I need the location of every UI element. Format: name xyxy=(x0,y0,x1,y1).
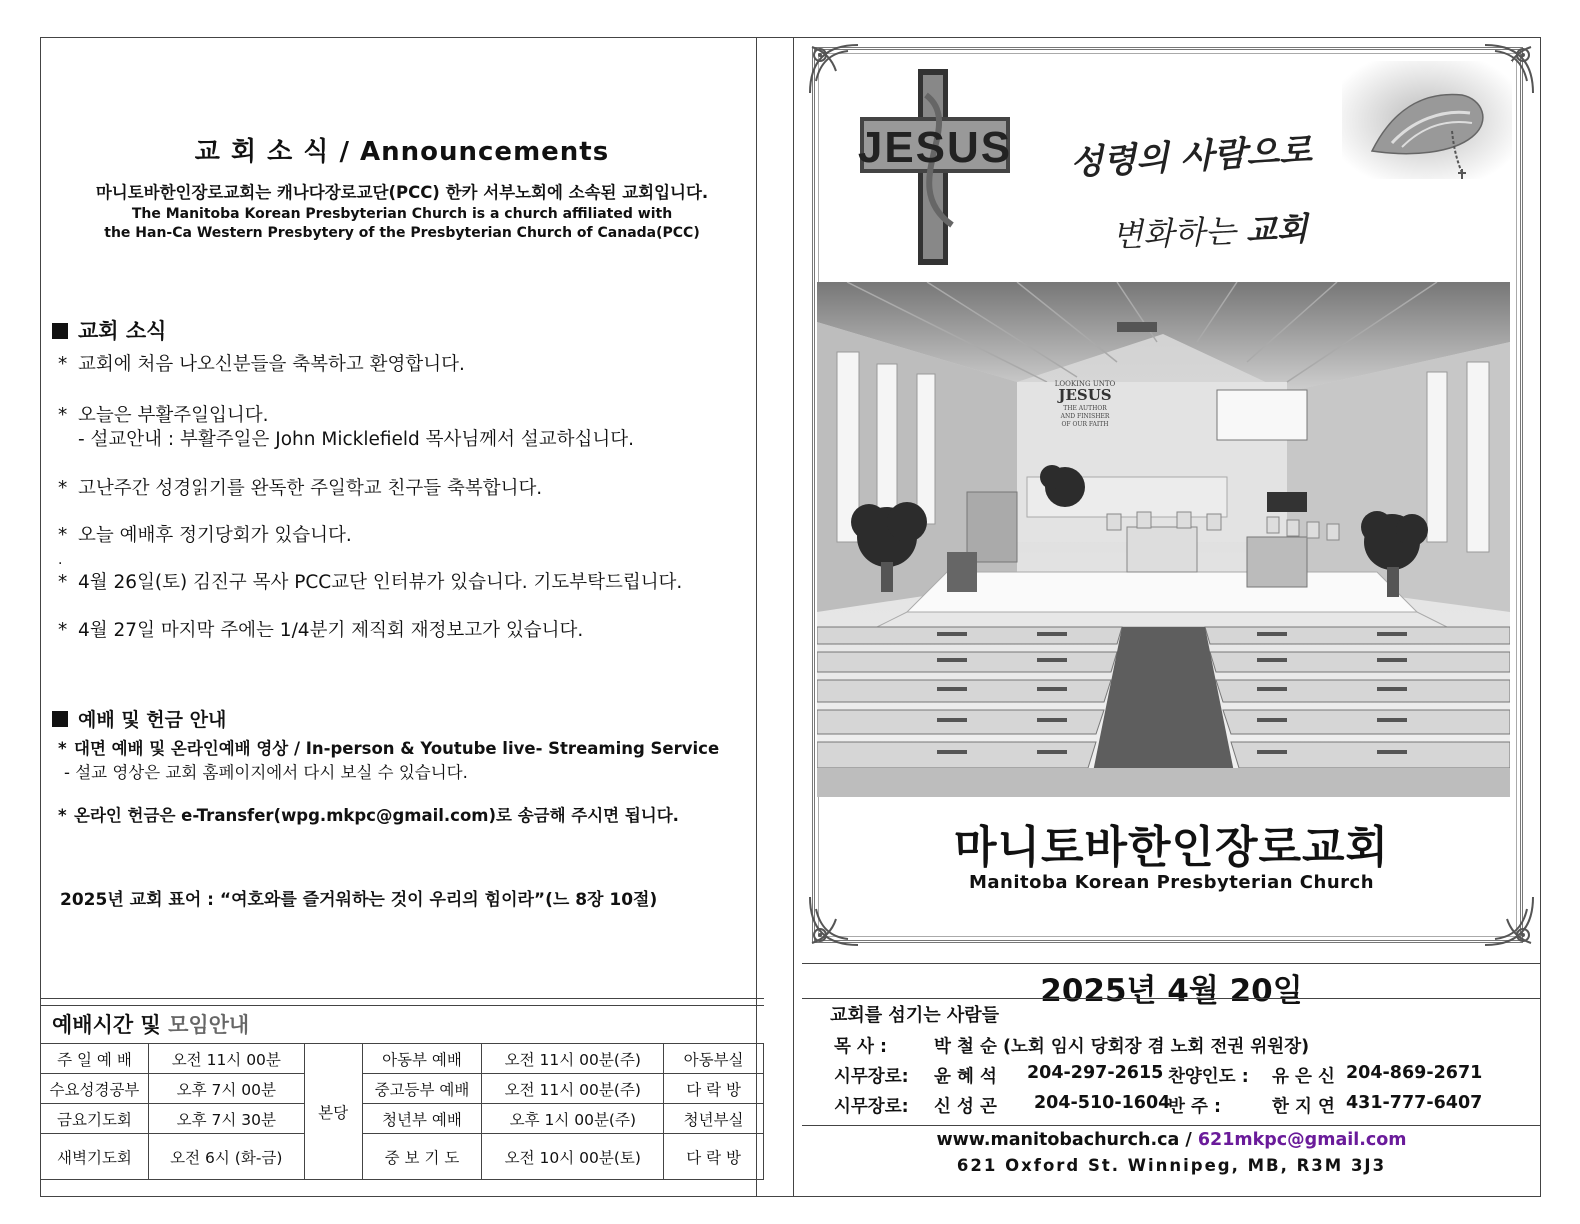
news-item: * 오늘은 부활주일입니다. xyxy=(58,405,269,426)
staff-label: 목 사 : xyxy=(834,1037,887,1057)
news-item-text: 4월 26일(토) 김진구 목사 PCC교단 인터뷰가 있습니다. 기도부탁드립니다. xyxy=(78,572,683,593)
schedule-place2: 다 락 방 xyxy=(664,1074,764,1104)
schedule-name2: 청년부 예배 xyxy=(362,1104,482,1134)
staff-name: 유 은 신 xyxy=(1272,1067,1335,1087)
square-bullet-icon xyxy=(52,711,68,727)
schedule-time: 오후 7시 00분 xyxy=(148,1074,304,1104)
announcements-panel xyxy=(40,37,764,1197)
slogan-line-2a: 변화하는 xyxy=(1111,212,1237,255)
affiliation-en-line2: the Han-Ca Western Presbytery of the Presbyterian Church of Canada(PCC) xyxy=(104,225,700,241)
email-link[interactable]: 621mkpc@gmail.com xyxy=(1197,1130,1407,1150)
corner-ornament-icon xyxy=(806,41,862,97)
affiliation-ko: 마니토바한인장로교회는 캐나다장로교단(PCC) 한카 서부노회에 소속된 교회입니다. xyxy=(95,183,709,202)
website-link[interactable]: www.manitobachurch.ca xyxy=(936,1130,1180,1150)
schedule-title-b: 모임안내 xyxy=(168,1013,250,1037)
staff-phone: 204-510-1604 xyxy=(1034,1093,1171,1113)
church-name-ko: 마니토바한인장로교회 xyxy=(953,822,1390,873)
schedule-venue: 본당 xyxy=(304,1044,362,1180)
staff-phone: 204-297-2615 xyxy=(1027,1063,1164,1083)
stray-dot: . xyxy=(58,552,63,568)
divider xyxy=(40,1005,764,1006)
fold-line-right xyxy=(793,37,794,1197)
news-item: * 4월 27일 마지막 주에는 1/4분기 제직회 재정보고가 있습니다. xyxy=(58,620,584,641)
schedule-time2: 오후 1시 00분(주) xyxy=(482,1104,664,1134)
staff-name: 박 철 순 (노회 임시 당회장 겸 노회 전권 위원장) xyxy=(934,1037,1310,1057)
staff-phone: 431-777-6407 xyxy=(1346,1093,1483,1113)
church-motto: 2025년 교회 표어 : “여호와를 즐거워하는 것이 우리의 힘이라”(느 8장 10절) xyxy=(60,890,658,910)
schedule-name2: 아동부 예배 xyxy=(362,1044,482,1074)
news-item: * 오늘 예배후 정기당회가 있습니다. xyxy=(58,525,352,546)
sermon-note: - 설교안내 : 부활주일은 John Micklefield 목사님께서 설교하십니다. xyxy=(78,429,635,450)
schedule-name: 수요성경공부 xyxy=(41,1074,149,1104)
offering-line: * 온라인 헌금은 e-Transfer(wpg.mkpc@gmail.com)로 송금해 주시면 됩니다. xyxy=(58,806,679,825)
wall-text: JESUS xyxy=(1058,386,1112,404)
schedule-time: 오후 7시 30분 xyxy=(148,1104,304,1134)
praying-hands-icon xyxy=(1342,61,1512,179)
worship-line-text: 대면 예배 및 온라인예배 영상 / In-person & Youtube live- Streaming Service xyxy=(74,739,720,758)
staff-label: 찬양인도 : xyxy=(1168,1067,1249,1087)
news-item-text: 오늘 예배후 정기당회가 있습니다. xyxy=(78,525,352,546)
affiliation-en-line1: The Manitoba Korean Presbyterian Church is a church affiliated with xyxy=(131,206,673,222)
cover-panel xyxy=(802,37,1541,1197)
schedule-place2: 다 락 방 xyxy=(664,1134,764,1180)
schedule-time2: 오전 11시 00분(주) xyxy=(482,1074,664,1104)
news-item: * 4월 26일(토) 김진구 목사 PCC교단 인터뷰가 있습니다. 기도부탁드립니다. xyxy=(58,572,683,593)
sermon-video-note: - 설교 영상은 교회 홈페이지에서 다시 보실 수 있습니다. xyxy=(64,763,468,782)
wall-text: OF OUR FAITH xyxy=(1061,421,1109,428)
sanctuary-photo xyxy=(817,282,1510,797)
divider xyxy=(802,963,1541,964)
staff-phone: 204-869-2671 xyxy=(1346,1063,1483,1083)
announcements-title: 교 회 소 식 / Announcements xyxy=(194,137,610,167)
wall-text: AND FINISHER xyxy=(1060,413,1110,420)
church-news-heading xyxy=(52,315,166,345)
schedule-name: 새벽기도회 xyxy=(41,1134,149,1180)
affiliation-en xyxy=(40,205,764,243)
schedule-time: 오전 6시 (화-금) xyxy=(148,1134,304,1180)
schedule-time2: 오전 11시 00분(주) xyxy=(482,1044,664,1074)
corner-ornament-icon xyxy=(806,893,862,949)
table-row xyxy=(41,1104,764,1134)
worship-offering-heading xyxy=(52,705,226,732)
bulletin-date: 2025년 4월 20일 xyxy=(1040,973,1303,1009)
schedule-name2: 중고등부 예배 xyxy=(362,1074,482,1104)
table-row xyxy=(41,1134,764,1180)
schedule-place2: 아동부실 xyxy=(664,1044,764,1074)
news-item-text: 오늘은 부활주일입니다. xyxy=(78,405,269,426)
schedule-title-a: 예배시간 및 xyxy=(52,1013,161,1037)
table-row xyxy=(41,1044,764,1074)
schedule-name: 금요기도회 xyxy=(41,1104,149,1134)
slogan-line-2 xyxy=(1111,204,1308,257)
schedule-time: 오전 11시 00분 xyxy=(148,1044,304,1074)
contact-separator: / xyxy=(1179,1130,1198,1150)
staff-label: 반 주 : xyxy=(1168,1097,1221,1117)
slogan-line-1: 성령의 사람으로 xyxy=(1069,130,1313,184)
schedule-title xyxy=(52,1009,249,1039)
staff-title: 교회를 섬기는 사람들 xyxy=(830,1005,1000,1026)
news-item: * 교회에 처음 나오신분들을 축복하고 환영합니다. xyxy=(58,354,465,375)
staff-name: 신 성 곤 xyxy=(934,1097,997,1117)
church-address: 621 Oxford St. Winnipeg, MB, R3M 3J3 xyxy=(956,1156,1387,1175)
slogan-line-2b: 교회 xyxy=(1245,209,1309,250)
staff-name: 윤 혜 석 xyxy=(934,1067,997,1087)
news-item-text: 4월 27일 마지막 주에는 1/4분기 제직회 재정보고가 있습니다. xyxy=(78,620,584,641)
worship-offering-heading-label: 예배 및 헌금 안내 xyxy=(78,709,227,731)
news-item-text: 고난주간 성경읽기를 완독한 주일학교 친구들 축복합니다. xyxy=(78,478,543,499)
square-bullet-icon xyxy=(52,323,68,339)
logo-text: JESUS xyxy=(857,123,1013,172)
schedule-time2: 오전 10시 00분(토) xyxy=(482,1134,664,1180)
church-news-heading-label: 교회 소식 xyxy=(78,319,167,343)
schedule-name: 주 일 예 배 xyxy=(41,1044,149,1074)
schedule-table xyxy=(40,1043,764,1180)
divider xyxy=(40,998,764,999)
divider xyxy=(802,1125,1541,1126)
wall-text: LOOKING UNTO xyxy=(1054,380,1116,388)
corner-ornament-icon xyxy=(1481,893,1537,949)
jesus-cross-logo xyxy=(856,65,1016,270)
divider xyxy=(802,998,1541,999)
contact-line xyxy=(802,1130,1541,1150)
church-name-en: Manitoba Korean Presbyterian Church xyxy=(968,872,1375,893)
offering-line-text: 온라인 헌금은 e-Transfer(wpg.mkpc@gmail.com)로 송금해 주시면 됩니다. xyxy=(74,806,679,825)
news-item: * 고난주간 성경읽기를 완독한 주일학교 친구들 축복합니다. xyxy=(58,478,543,499)
table-row xyxy=(41,1074,764,1104)
schedule-name2: 중 보 기 도 xyxy=(362,1134,482,1180)
worship-line: * 대면 예배 및 온라인예배 영상 / In-person & Youtube live- Streaming Service xyxy=(58,739,720,758)
wall-text: THE AUTHOR xyxy=(1063,405,1107,412)
staff-label: 시무장로: xyxy=(834,1067,909,1087)
staff-name: 한 지 연 xyxy=(1272,1097,1335,1117)
news-item-text: 교회에 처음 나오신분들을 축복하고 환영합니다. xyxy=(78,354,465,375)
schedule-place2: 청년부실 xyxy=(664,1104,764,1134)
staff-label: 시무장로: xyxy=(834,1097,909,1117)
